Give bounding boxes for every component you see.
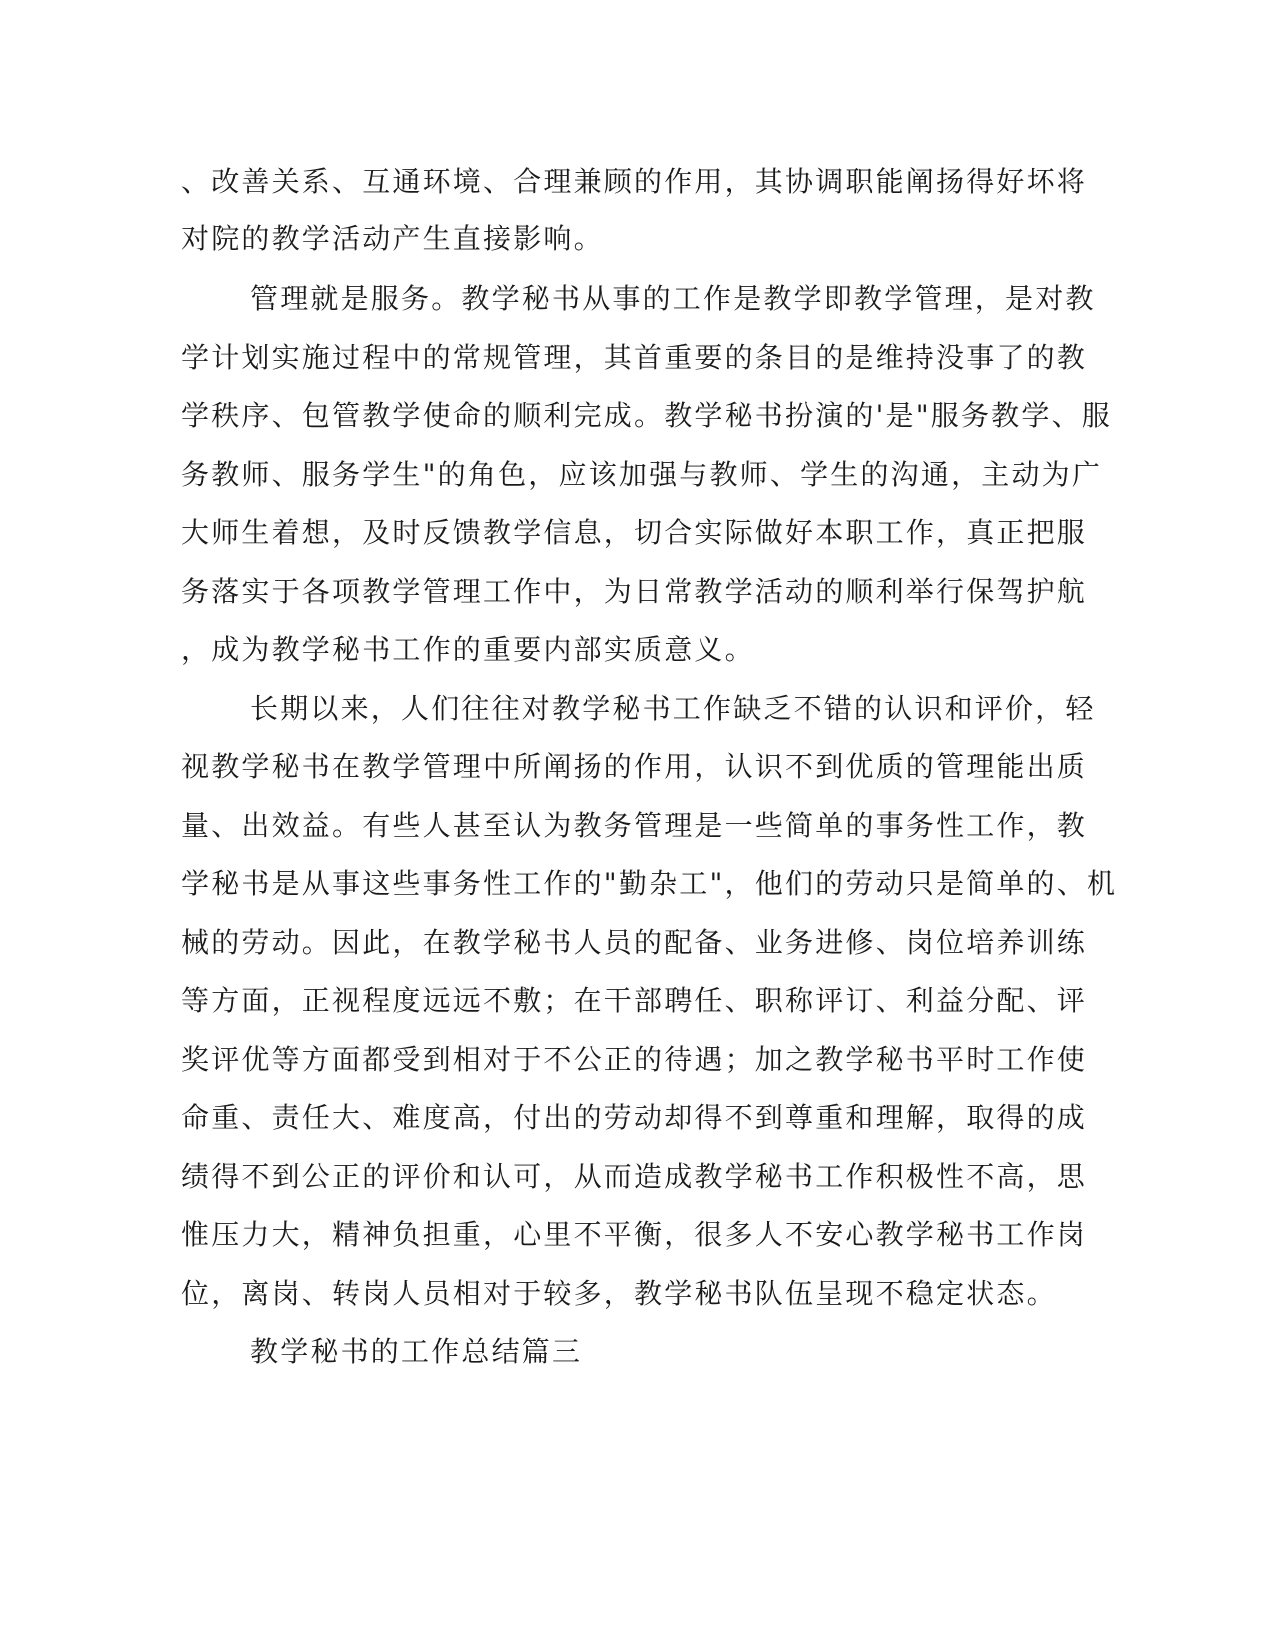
text-line: 学秩序、包管教学使命的顺利完成。教学秘书扮演的'是"服务教学、服 bbox=[181, 399, 1112, 432]
paragraph-start-line: 管理就是服务。教学秘书从事的工作是教学即教学管理，是对教 bbox=[250, 282, 1096, 315]
text-line: 量、出效益。有些人甚至认为教务管理是一些简单的事务性工作，教 bbox=[181, 809, 1088, 842]
text-line: 学计划实施过程中的常规管理，其首重要的条目的是维持没事了的教 bbox=[181, 341, 1088, 374]
section-heading: 教学秘书的工作总结篇三 bbox=[250, 1335, 583, 1368]
text-line: 务落实于各项教学管理工作中，为日常教学活动的顺利举行保驾护航 bbox=[181, 575, 1088, 608]
text-line: 命重、责任大、难度高，付出的劳动却得不到尊重和理解，取得的成 bbox=[181, 1101, 1088, 1134]
text-line: ，成为教学秘书工作的重要内部实质意义。 bbox=[181, 633, 755, 666]
text-line: 惟压力大，精神负担重，心里不平衡，很多人不安心教学秘书工作岗 bbox=[181, 1218, 1088, 1251]
paragraph-start-line: 长期以来，人们往往对教学秘书工作缺乏不错的认识和评价，轻 bbox=[250, 692, 1096, 725]
text-line: 绩得不到公正的评价和认可，从而造成教学秘书工作积极性不高，思 bbox=[181, 1160, 1088, 1193]
text-line: 学秘书是从事这些事务性工作的"勤杂工"，他们的劳动只是简单的、机 bbox=[181, 867, 1118, 900]
text-line: 大师生着想，及时反馈教学信息，切合实际做好本职工作，真正把服 bbox=[181, 516, 1088, 549]
text-line: 视教学秘书在教学管理中所阐扬的作用，认识不到优质的管理能出质 bbox=[181, 750, 1088, 783]
text-line: 务教师、服务学生"的角色，应该加强与教师、学生的沟通，主动为广 bbox=[181, 458, 1103, 491]
text-line: 、改善关系、互通环境、合理兼顾的作用，其协调职能阐扬得好坏将 bbox=[181, 165, 1088, 198]
text-line: 位，离岗、转岗人员相对于较多，教学秘书队伍呈现不稳定状态。 bbox=[181, 1277, 1057, 1310]
text-line: 械的劳动。因此，在教学秘书人员的配备、业务进修、岗位培养训练 bbox=[181, 926, 1088, 959]
text-line: 等方面，正视程度远远不敷；在干部聘任、职称评订、利益分配、评 bbox=[181, 984, 1088, 1017]
text-line: 奖评优等方面都受到相对于不公正的待遇；加之教学秘书平时工作使 bbox=[181, 1043, 1088, 1076]
text-line: 对院的教学活动产生直接影响。 bbox=[181, 222, 604, 255]
